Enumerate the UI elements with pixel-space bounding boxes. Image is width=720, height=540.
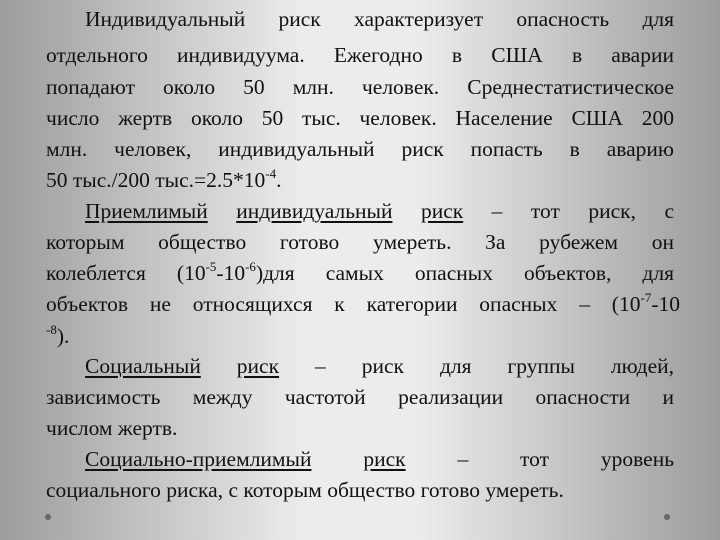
- text-line: [46, 320, 674, 352]
- term-underlined: Социальный: [85, 354, 201, 378]
- text-line: [85, 350, 674, 382]
- text-line: числом жертв.: [46, 416, 178, 440]
- text-run: -10: [651, 292, 680, 316]
- text-line: [46, 164, 674, 196]
- text-line: социального риска, с которым общество готово умереть.: [46, 478, 564, 502]
- text-line: число жертв около 50 тыс. человек. Население США 200: [46, 106, 674, 130]
- text-run: ).: [56, 324, 70, 348]
- term-underlined: Социально-приемлимый: [85, 447, 312, 471]
- text-run: – тот риск, с: [463, 199, 675, 223]
- text-line: млн. человек, индивидуальный риск попасть в аварию: [46, 137, 674, 161]
- text-line: отдельного индивидуума. Ежегодно в США в аварии: [46, 43, 674, 67]
- text-line: [85, 443, 674, 475]
- text-line: зависимость между частотой реализации опасности и: [46, 385, 674, 409]
- text-run: колеблется (10: [46, 261, 206, 285]
- text-line: [85, 195, 674, 227]
- term-underlined: риск: [363, 447, 406, 471]
- text-line: Индивидуальный риск характеризует опасность для: [85, 7, 674, 31]
- exponent: -6: [245, 259, 256, 274]
- exponent: -4: [265, 166, 277, 181]
- text-run: -10: [216, 261, 246, 285]
- exponent: -8: [46, 322, 57, 337]
- exponent: -5: [205, 259, 217, 274]
- text-line: [46, 257, 674, 289]
- text-run: – риск для группы людей,: [279, 354, 674, 378]
- text-line: попадают около 50 млн. человек. Среднестатистическое: [46, 75, 674, 99]
- exponent: -7: [640, 290, 652, 305]
- term-underlined: индивидуальный: [236, 199, 393, 223]
- text-run: .: [276, 168, 282, 192]
- text-run: объектов не относящихся к категории опасных – (10: [46, 292, 641, 316]
- term-underlined: Приемлимый: [85, 199, 208, 223]
- text-run: )для самых опасных объектов, для: [255, 261, 674, 285]
- term-underlined: риск: [420, 199, 464, 223]
- text-run: – тот уровень: [405, 447, 675, 471]
- decorative-dot: [664, 514, 670, 520]
- text-line: которым общество готово умереть. За рубежем он: [46, 230, 674, 254]
- text-line: [46, 288, 680, 320]
- term-underlined: риск: [236, 354, 280, 378]
- decorative-dot: [45, 514, 51, 520]
- text-run: 50 тыс./200 тыс.=2.5*10: [46, 168, 266, 192]
